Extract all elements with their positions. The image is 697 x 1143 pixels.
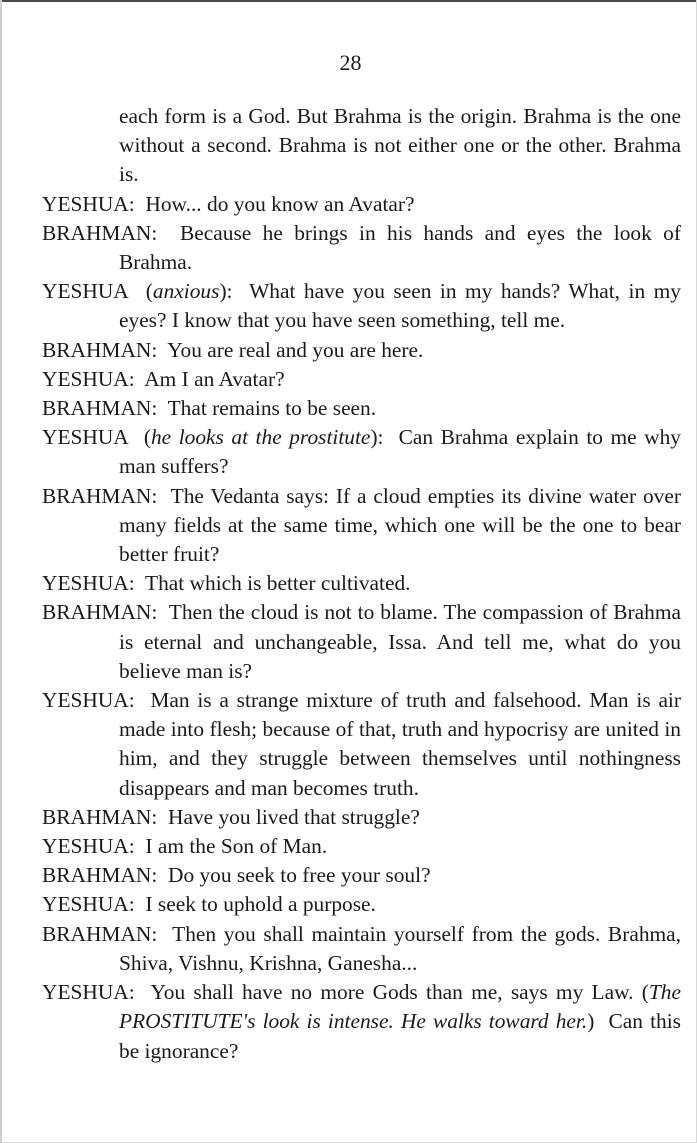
dialogue-line <box>42 365 681 394</box>
dialogue-line <box>42 336 681 365</box>
line-text: Man is a strange mixture of truth and falsehood. Man is air made into flesh; because of that, truth and hypocrisy are united in him, and they struggle between themselves until nothingness disappears and man becomes truth. <box>119 688 682 800</box>
dialogue-line <box>42 598 681 686</box>
speaker: BRAHMAN: <box>42 921 158 946</box>
dialogue-line <box>42 832 681 861</box>
dialogue <box>42 190 681 978</box>
speaker: BRAHMAN: <box>42 220 158 245</box>
speaker: BRAHMAN: <box>42 600 158 625</box>
line-text: The Vedanta says: If a cloud empties its divine water over many fields at the same time, which one will be the one to bear better fruit? <box>119 483 681 567</box>
speaker: YESHUA: <box>42 688 135 713</box>
speaker: YESHUA: <box>42 571 135 596</box>
line-text: Can Brahma explain to me why man suffers? <box>119 425 681 479</box>
speaker: YESHUA: <box>42 366 135 391</box>
dialogue-line <box>42 482 681 570</box>
line-text: What have you seen in my hands? What, in my eyes? I know that you have seen something, tell me. <box>119 279 681 333</box>
line-text: Then you shall maintain yourself from the gods. Brahma, Shiva, Vishnu, Krishna, Ganesha... <box>119 921 681 975</box>
speaker: YESHUA <box>42 279 129 304</box>
play-text <box>42 102 681 1066</box>
dialogue-line <box>42 569 681 598</box>
stage-direction: The PROSTITUTE's look is intense. He walks toward her. <box>119 980 681 1034</box>
speaker: YESHUA: <box>42 980 135 1005</box>
dialogue-line <box>42 686 681 803</box>
dialogue-line <box>42 920 681 978</box>
speaker: YESHUA: <box>42 892 135 917</box>
line-text: You shall have no more Gods than me, says my Law. <box>150 980 634 1005</box>
dialogue-line: YESHUA (he looks at the prostitute): Can Brahma explain to me why man suffers? <box>42 425 681 479</box>
line-text: Do you seek to free your soul? <box>168 863 431 888</box>
speaker: YESHUA: <box>42 834 135 859</box>
speaker: BRAHMAN: <box>42 804 158 829</box>
line-text: That which is better cultivated. <box>145 571 411 596</box>
speaker: YESHUA: <box>42 191 135 216</box>
dialogue-line <box>42 394 681 423</box>
stage-direction: anxious <box>152 279 220 304</box>
line-text: How... do you know an Avatar? <box>145 191 415 216</box>
page-number: 28 <box>339 50 362 75</box>
dialogue-line <box>42 219 681 277</box>
continued-paragraph: each form is a God. But Brahma is the origin. Brahma is the one without a second. Brahma is not either one or the other. Brahma is. <box>119 104 681 187</box>
top-rule <box>2 0 696 2</box>
dialogue-line-final: YESHUA: You shall have no more Gods than me, says my Law. (The PROSTITUTE's look is intense. He walks toward her.) Can this be ignorance? <box>42 980 681 1063</box>
speaker: BRAHMAN: <box>42 863 158 888</box>
speaker: YESHUA <box>42 425 129 450</box>
line-text: You are real and you are here. <box>167 337 424 362</box>
dialogue-line <box>42 190 681 219</box>
line-text: That remains to be seen. <box>167 396 377 421</box>
line-text: Then the cloud is not to blame. The compassion of Brahma is eternal and unchangeable, Issa. And tell me, what do you believe man is? <box>119 600 681 683</box>
line-text: I am the Son of Man. <box>145 834 328 859</box>
stage-direction: he looks at the prostitute <box>150 425 371 450</box>
line-text: Because he brings in his hands and eyes the look of Brahma. <box>119 220 681 275</box>
line-text: I seek to uphold a purpose. <box>145 892 376 917</box>
speaker: BRAHMAN: <box>42 337 158 362</box>
speaker: BRAHMAN: <box>42 483 158 508</box>
line-text: Have you lived that struggle? <box>168 804 420 829</box>
speaker: BRAHMAN: <box>42 396 158 421</box>
dialogue-line <box>42 803 681 832</box>
line-text: Am I an Avatar? <box>144 366 285 391</box>
dialogue-line: YESHUA (anxious): What have you seen in my hands? What, in my eyes? I know that you have seen something, tell me. <box>42 279 681 333</box>
line-text-tail: Can this be ignorance? <box>119 1009 681 1063</box>
dialogue-line <box>42 861 681 890</box>
dialogue-line <box>42 890 681 919</box>
